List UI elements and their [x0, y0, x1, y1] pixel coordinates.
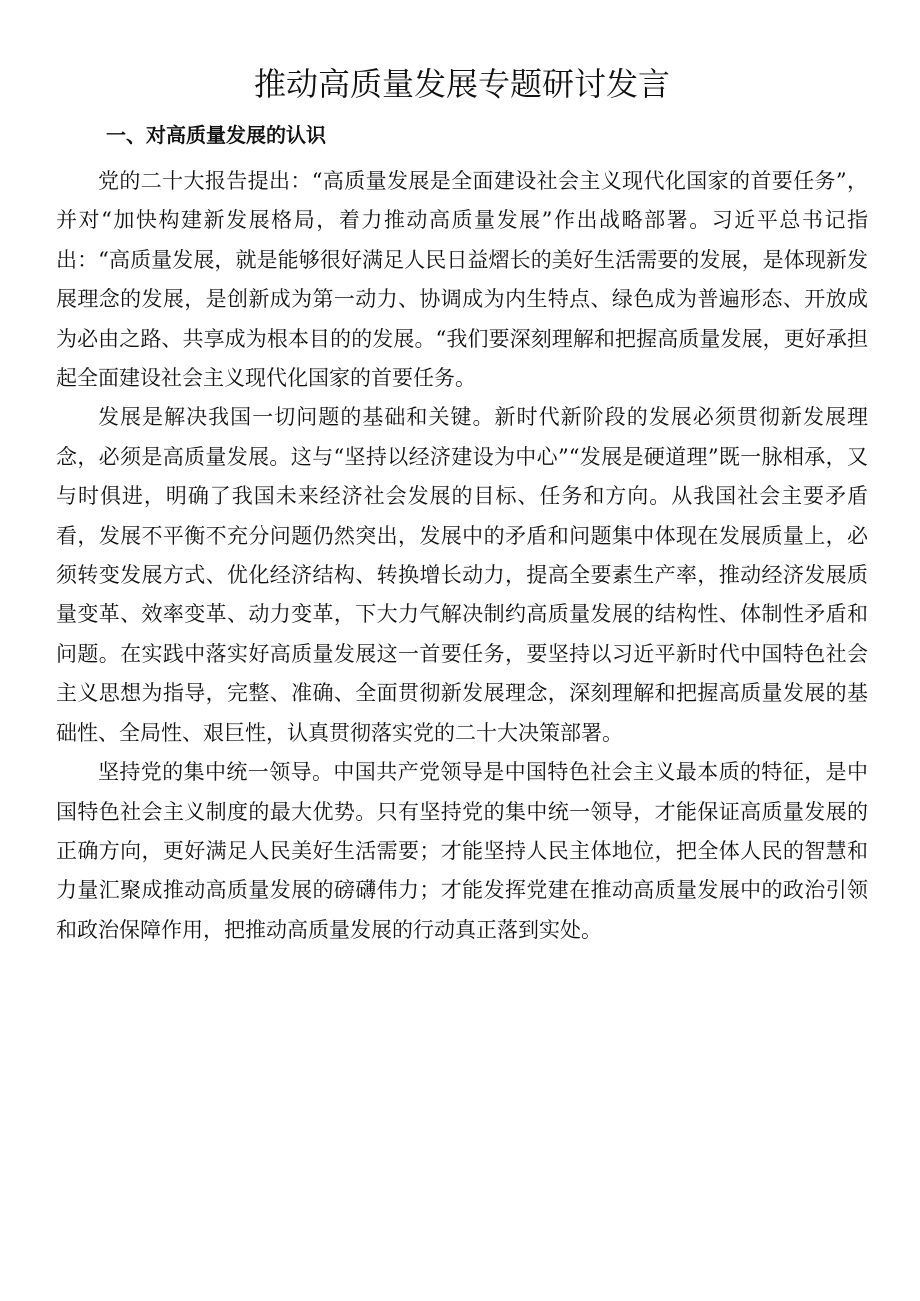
section-heading: 一、对高质量发展的认识 — [106, 123, 326, 147]
paragraph-party-leadership: 坚持党的集中统一领导。中国共产党领导是中国特色社会主义最本质的特征，是中国特色社会主义制度的最大优势。只有坚持党的集中统一领导，才能保证高质量发展的正确方向，更好满足人民美好生活需要；才能坚持人民主体地位，把全体人民的智慧和力量汇聚成推动高质量发展的磅礴伟力；才能发挥党建在推动高质量发展中的政治引领和政治保障作用，把推动高质量发展的行动真正落到实处。 — [56, 760, 868, 942]
paragraph-high-quality-definition: 党的二十大报告提出：“高质量发展是全面建设社会主义现代化国家的首要任务”，并对“加快构建新发展格局，着力推动高质量发展”作出战略部署。习近平总书记指出：“高质量发展，就是能够很好满足人民日益熠长的美好生活需要的发展，是体现新发展理念的发展，是创新成为第一动力、协调成为内生特点、绿色成为普遍形态、开放成为必由之路、共享成为根本目的的发展。“我们要深刻理解和把握高质量发展，更好承担起全面建设社会主义现代化国家的首要任务。 — [56, 169, 868, 391]
paragraph-development-foundation: 发展是解决我国一切问题的基础和关键。新时代新阶段的发展必须贯彻新发展理念，必须是高质量发展。这与“坚持以经济建设为中心”“发展是硬道理”既一脉相承，又与时俱进，明确了我国未来经济社会发展的目标、任务和方向。从我国社会主要矛盾看，发展不平衡不充分问题仍然突出，发展中的矛盾和问题集中体现在发展质量上，必须转变发展方式、优化经济结构、转换增长动力，提高全要素生产率，推动经济发展质量变革、效率变革、动力变革，下大力气解决制约高质量发展的结构性、体制性矛盾和问题。在实践中落实好高质量发展这一首要任务，要坚持以习近平新时代中国特色社会主义思想为指导，完整、准确、全面贯彻新发展理念，深刻理解和把握高质量发展的基础性、全局性、艰巨性，认真贯彻落实党的二十大决策部署。 — [56, 405, 868, 745]
document-title: 推动高质量发展专题研讨发言 — [253, 65, 670, 103]
